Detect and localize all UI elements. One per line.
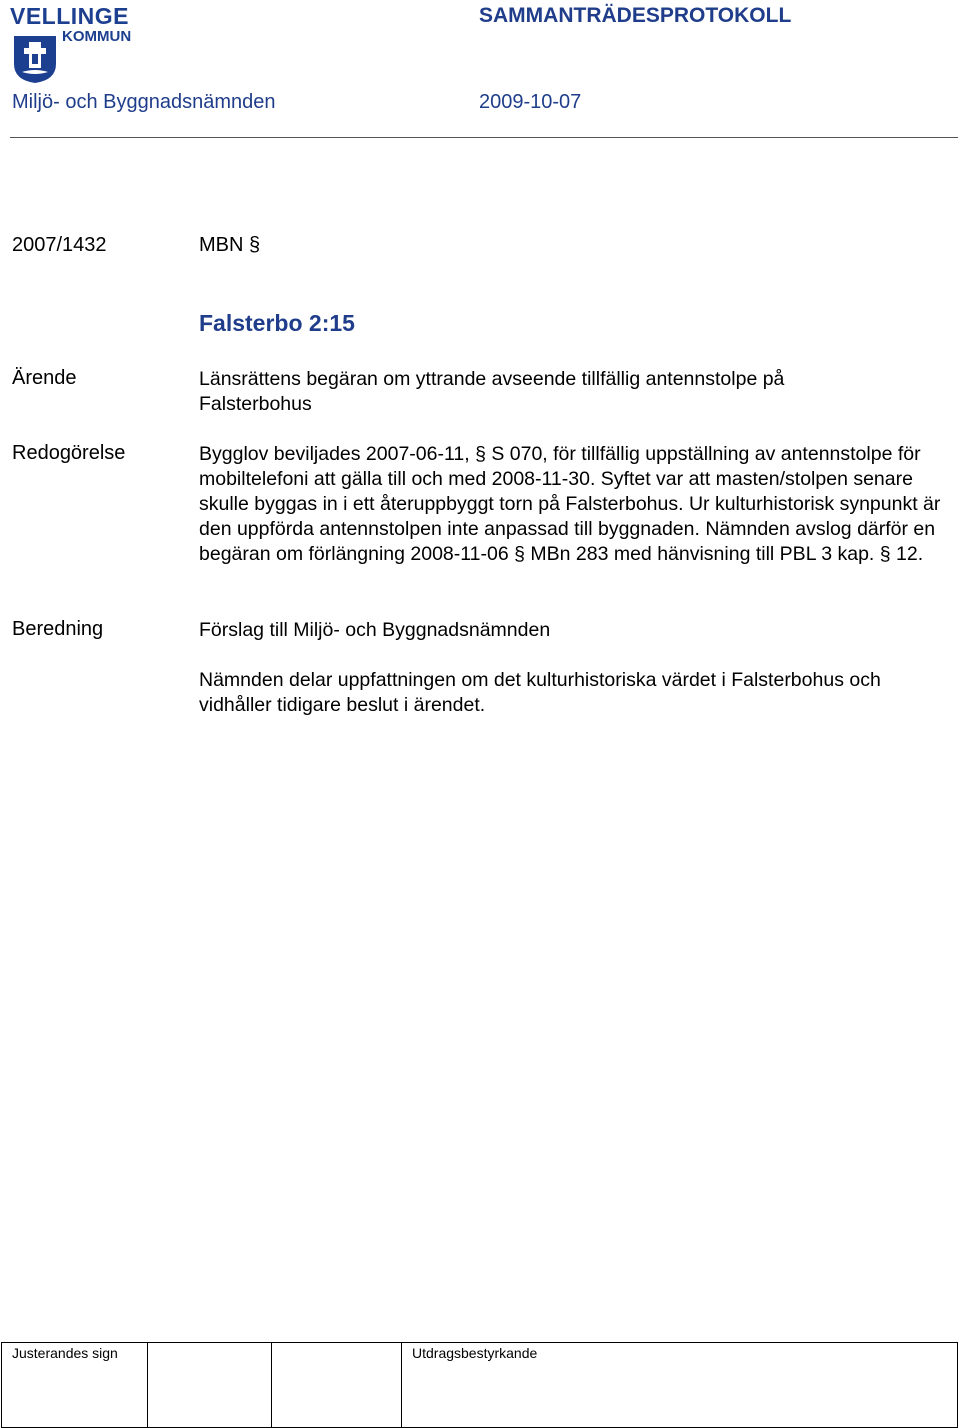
paragraph-reference: MBN § (199, 234, 261, 256)
document-type: SAMMANTRÄDESPROTOKOLL (479, 4, 792, 27)
signature-table (1, 1342, 958, 1428)
logo-name-line2: KOMMUN (62, 28, 132, 45)
header-divider (10, 137, 958, 138)
arende-text: Länsrättens begäran om yttrande avseende tillfällig antennstolpe på Falsterbohus (199, 368, 785, 415)
coat-of-arms-icon (12, 34, 58, 84)
logo-name-line1: VELLINGE (10, 3, 130, 29)
redogorelse-label: Redogörelse (12, 442, 126, 464)
justerandes-sign-cell (2, 1343, 148, 1428)
utdragsbestyrkande-cell (402, 1343, 958, 1428)
utdragsbestyrkande-label: Utdragsbestyrkande (412, 1345, 538, 1361)
beredning-label: Beredning (12, 618, 104, 640)
redogorelse-text: Bygglov beviljades 2007-06-11, § S 070, för tillfällig uppställning av antennstolpe för mobiltelefoni att gälla till och med 2008-11-30. Syftet var att masten/stolpen senare skulle byggas in i ett återuppbyggt torn på Falsterbohus. Ur kulturhistorisk synpunkt är den uppförda antennstolpen inte anpassad till byggnaden. Nämnden avslog därför en begäran om förlängning 2008-11-06 § MBn 283 med hänvisning till PBL 3 kap. § 12. (199, 443, 941, 565)
justerandes-sign-label: Justerandes sign (12, 1345, 118, 1361)
meeting-date: 2009-10-07 (479, 91, 582, 113)
case-title: Falsterbo 2:15 (199, 310, 355, 336)
committee-name: Miljö- och Byggnadsnämnden (12, 91, 276, 113)
proposal-text: Nämnden delar uppfattningen om det kulturhistoriska värdet i Falsterbohus och vidhåller tidigare beslut i ärendet. (199, 669, 881, 716)
arende-label: Ärende (12, 367, 77, 389)
signature-cell-3 (272, 1343, 402, 1428)
beredning-text: Förslag till Miljö- och Byggnadsnämnden (199, 619, 551, 641)
municipality-logo (10, 4, 140, 84)
signature-cell-2 (148, 1343, 272, 1428)
case-number: 2007/1432 (12, 234, 107, 256)
